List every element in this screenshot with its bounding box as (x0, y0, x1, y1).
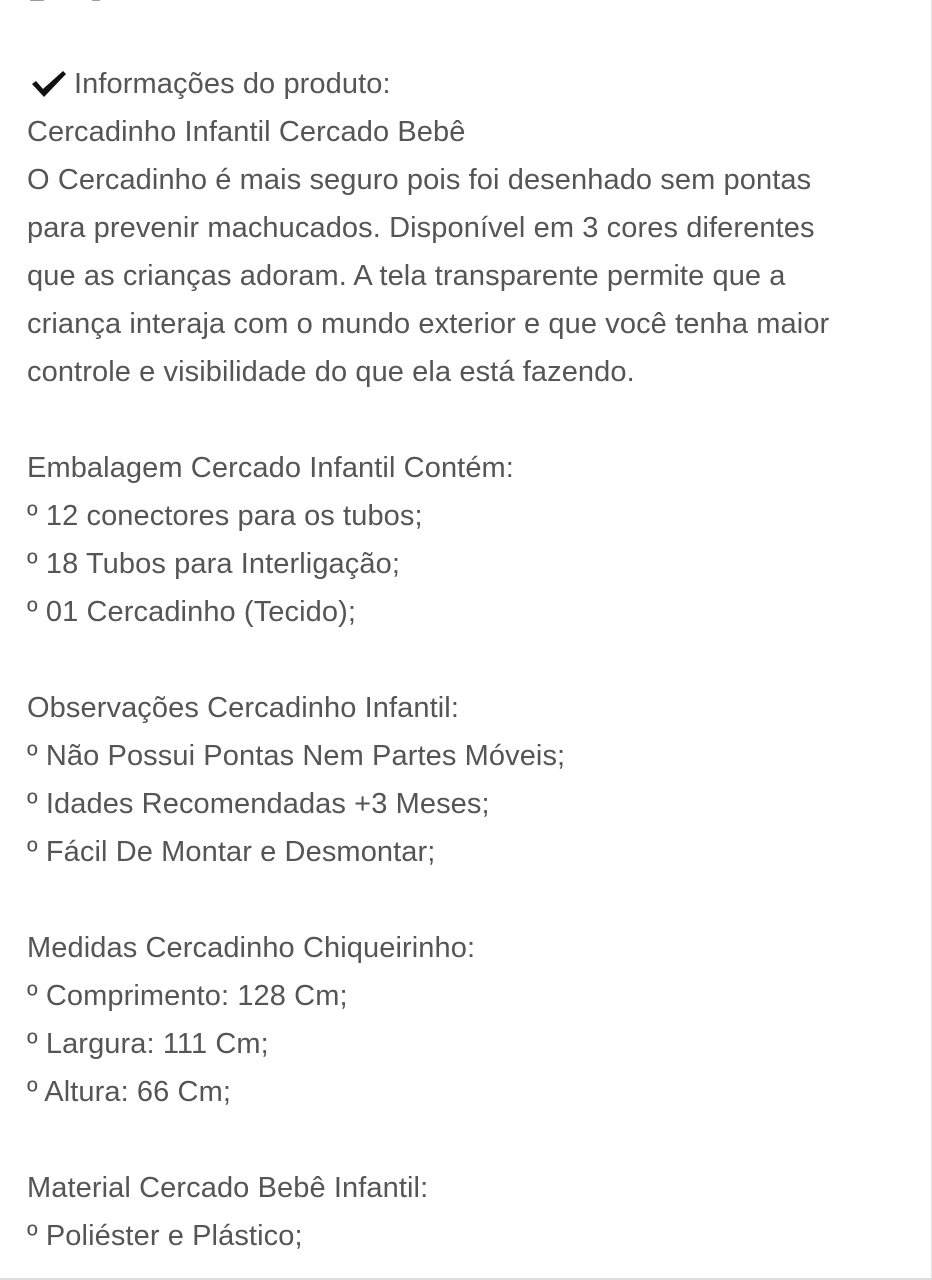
section-spacer (27, 1116, 907, 1164)
measures-item: º Largura: 111 Cm; (27, 1028, 269, 1060)
package-item: º 18 Tubos para Interligação; (27, 548, 401, 580)
section-spacer (27, 396, 907, 444)
product-name: Cercadinho Infantil Cercado Bebê (27, 116, 466, 148)
measures-item: º Altura: 66 Cm; (27, 1076, 231, 1108)
notes-item: º Fácil De Montar e Desmontar; (27, 836, 436, 868)
notes-item: º Idades Recomendadas +3 Meses; (27, 788, 490, 820)
info-heading-row (27, 60, 907, 108)
check-icon (30, 69, 68, 99)
description-line: que as crianças adoram. A tela transparente permite que a (27, 260, 786, 292)
package-item: º 01 Cercadinho (Tecido); (27, 596, 357, 628)
measures-item: º Comprimento: 128 Cm; (27, 980, 348, 1012)
description-line: para prevenir machucados. Disponível em 3 cores diferentes (27, 212, 815, 244)
section-spacer (27, 636, 907, 684)
section-spacer (27, 876, 907, 924)
measures-heading: Medidas Cercadinho Chiqueirinho: (27, 932, 476, 964)
description-content (27, 60, 907, 1260)
material-heading: Material Cercado Bebê Infantil: (27, 1172, 429, 1204)
description-line: O Cercadinho é mais seguro pois foi desenhado sem pontas (27, 164, 812, 196)
cut-off-previous-line (26, 0, 136, 6)
notes-heading: Observações Cercadinho Infantil: (27, 692, 459, 724)
description-line: controle e visibilidade do que ela está fazendo. (27, 356, 635, 388)
package-heading: Embalagem Cercado Infantil Contém: (27, 452, 514, 484)
package-item: º 12 conectores para os tubos; (27, 500, 423, 532)
material-item: º Poliéster e Plástico; (27, 1220, 303, 1252)
info-heading: Informações do produto: (74, 68, 391, 100)
notes-item: º Não Possui Pontas Nem Partes Móveis; (27, 740, 566, 772)
description-line: criança interaja com o mundo exterior e que você tenha maior (27, 308, 830, 340)
